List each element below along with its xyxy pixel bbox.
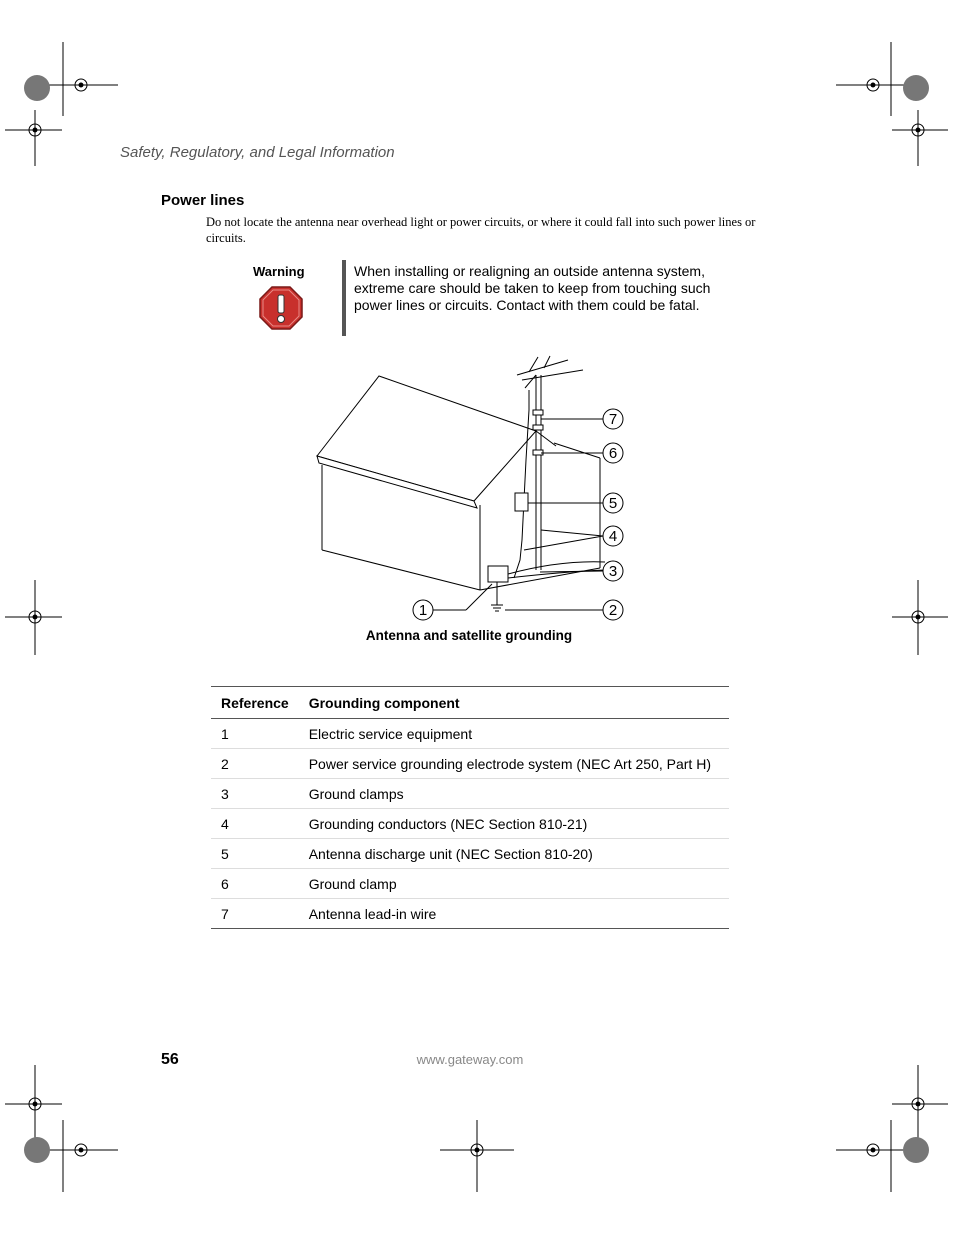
reference-cell: 2 [211, 749, 299, 779]
component-cell: Antenna lead-in wire [299, 899, 729, 929]
table-row [211, 749, 729, 779]
callout-4: 4 [608, 528, 618, 545]
footer-url: www.gateway.com [416, 1052, 524, 1067]
warning-divider [342, 260, 346, 336]
section-title: Power lines [161, 192, 245, 209]
callout-6: 6 [608, 445, 618, 462]
antenna-grounding-diagram [310, 350, 650, 630]
figure-caption: Antenna and satellite grounding [365, 628, 573, 643]
reference-cell: 1 [211, 719, 299, 749]
reference-cell: 6 [211, 869, 299, 899]
table-row [211, 809, 729, 839]
column-header-reference: Reference [211, 687, 299, 719]
component-cell: Power service grounding electrode system (NEC Art 250, Part H) [299, 749, 729, 779]
warning-octagon-icon [259, 286, 303, 330]
grounding-reference-table [211, 686, 729, 929]
callout-1: 1 [418, 602, 428, 619]
component-cell: Electric service equipment [299, 719, 729, 749]
body-paragraph: Do not locate the antenna near overhead light or power circuits, or where it could fall into such power lines or circuits. [206, 215, 756, 245]
reference-cell: 7 [211, 899, 299, 929]
reference-cell: 4 [211, 809, 299, 839]
warning-label: Warning [253, 264, 305, 279]
component-cell: Grounding conductors (NEC Section 810-21) [299, 809, 729, 839]
running-head: Safety, Regulatory, and Legal Information [120, 144, 395, 161]
reference-cell: 5 [211, 839, 299, 869]
callout-3: 3 [608, 563, 618, 580]
callout-2: 2 [608, 602, 618, 619]
table-row [211, 779, 729, 809]
reference-cell: 3 [211, 779, 299, 809]
column-header-component: Grounding component [299, 687, 729, 719]
component-cell: Ground clamps [299, 779, 729, 809]
page-number: 56 [161, 1051, 179, 1068]
table-header-row [211, 687, 729, 719]
table-row [211, 839, 729, 869]
table-row [211, 719, 729, 749]
callout-5: 5 [608, 495, 618, 512]
component-cell: Ground clamp [299, 869, 729, 899]
table-row [211, 899, 729, 929]
component-cell: Antenna discharge unit (NEC Section 810-20) [299, 839, 729, 869]
callout-7: 7 [608, 411, 618, 428]
warning-text: When installing or realigning an outside antenna system, extreme care should be taken to keep from touching such power lines or circuits. Contact with them could be fatal. [354, 263, 711, 313]
table-row [211, 869, 729, 899]
